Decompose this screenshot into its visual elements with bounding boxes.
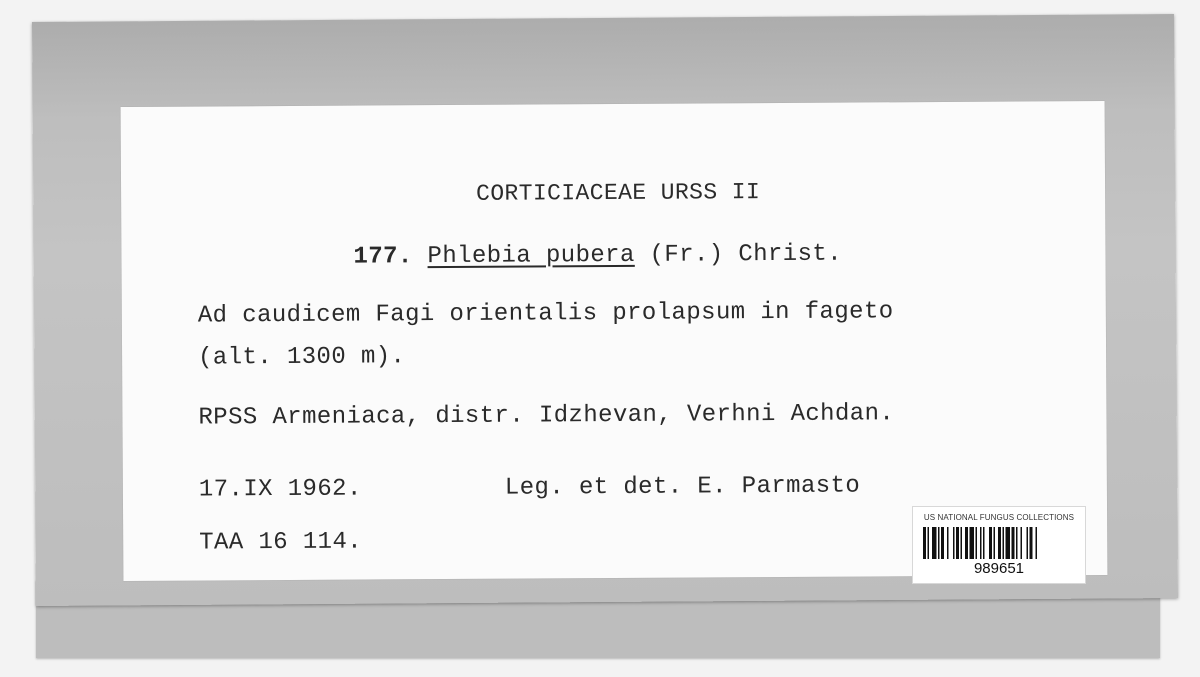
barcode-bar — [956, 527, 959, 559]
barcode-bar — [1003, 527, 1005, 559]
barcode-bar — [1012, 527, 1015, 559]
taxon-number: 177. — [353, 243, 413, 271]
barcode-bar — [994, 527, 996, 559]
barcode-bar — [998, 527, 1001, 559]
habitat-line-1: Ad caudicem Fagi orientalis prolapsum in fageto — [197, 298, 894, 330]
barcode-bar — [953, 527, 955, 559]
barcode-bar — [932, 527, 937, 559]
barcode-bar — [941, 527, 944, 559]
barcode-number: 989651 — [973, 560, 1025, 577]
barcode-bar — [1036, 527, 1038, 559]
barcode-bar — [947, 527, 949, 559]
barcode-bar — [961, 527, 963, 559]
barcode-bar — [970, 527, 975, 559]
barcode-bar — [965, 527, 968, 559]
barcode-institution: US NATIONAL FUNGUS COLLECTIONS — [923, 513, 1075, 522]
barcode-bar — [976, 527, 978, 559]
barcode-bar — [1027, 527, 1029, 559]
family-line: CORTICIACEAE URSS II — [476, 179, 761, 207]
barcode-bar — [938, 527, 940, 559]
collector-line: Leg. et det. E. Parmasto — [504, 472, 861, 502]
barcode-bar — [1021, 527, 1023, 559]
barcode-bar — [923, 527, 926, 559]
barcode-bar — [1030, 527, 1033, 559]
taxon-authority: (Fr.) Christ. — [649, 240, 843, 269]
barcode-bar — [983, 527, 985, 559]
accession-number: TAA 16 114. — [199, 528, 363, 557]
locality-line: RPSS Armeniaca, distr. Idzhevan, Verhni Achdan. — [198, 400, 895, 432]
barcode-bar — [928, 527, 930, 559]
barcode-bar — [1006, 527, 1011, 559]
collection-date: 17.IX 1962. — [198, 475, 362, 504]
barcode-bar — [1016, 527, 1018, 559]
barcode-label — [912, 506, 1086, 584]
taxon-name: Phlebia pubera — [427, 241, 635, 271]
barcode-bars — [923, 527, 1075, 559]
taxon-line — [353, 241, 842, 271]
habitat-line-2: (alt. 1300 m). — [198, 343, 406, 372]
barcode-bar — [989, 527, 992, 559]
barcode-bar — [980, 527, 982, 559]
